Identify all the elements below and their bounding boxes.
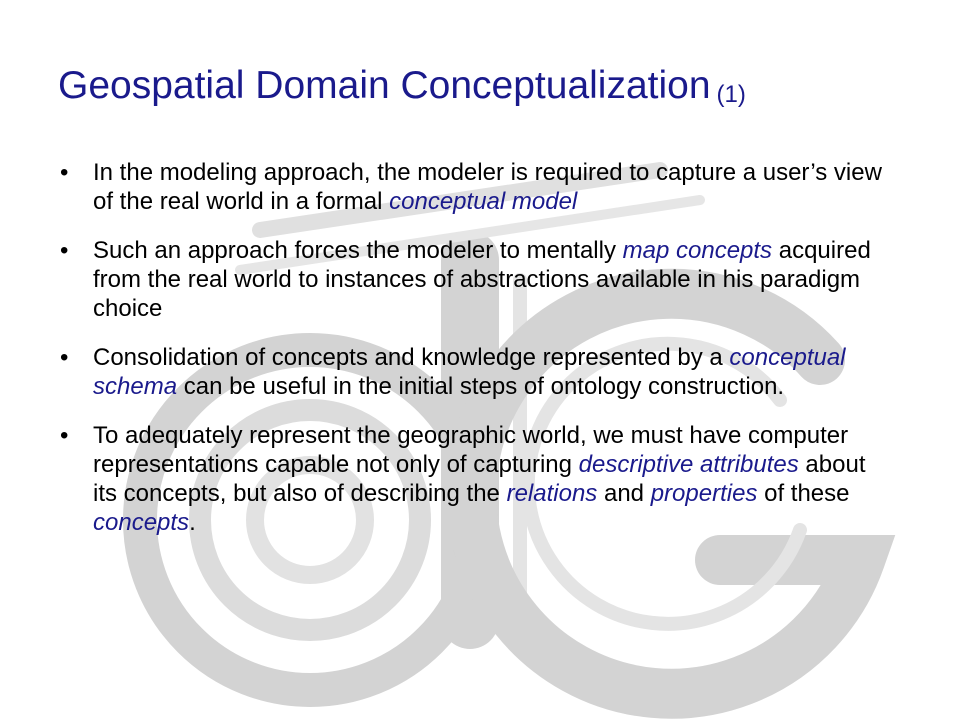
emphasized-text: concepts [93,509,190,536]
bullet-text: acquired from the real world to instances of abstractions available in his paradigm choice [93,237,871,322]
bullet-text: To adequately represent the geographic world, we must have computer representations capable not only of capturing [93,422,849,478]
bullet-item [58,158,888,216]
bullet-text: can be useful in the initial steps of ontology construction. [177,373,785,400]
bullet-item [58,343,888,401]
bullet-item [58,421,888,537]
title-text: Geospatial Domain Conceptualization [58,64,711,107]
bullet-list [58,158,888,557]
bullet-text: about its concepts, but also of describing the [93,451,866,507]
bullet-text: Consolidation of concepts and knowledge represented by a [93,344,730,371]
page-title [58,62,938,119]
emphasized-text: conceptual model [389,188,578,215]
emphasized-text: conceptual schema [93,344,846,400]
title-number: (1) [716,81,746,108]
bullet-text: . [189,509,196,536]
bullet-text: and [597,480,651,507]
bullet-item [58,236,888,323]
emphasized-text: relations [506,480,598,507]
emphasized-text: descriptive attributes [578,451,799,478]
bullet-text: Such an approach forces the modeler to mentally [93,237,623,264]
bullet-text: of these [757,480,850,507]
emphasized-text: map concepts [622,237,773,264]
emphasized-text: properties [650,480,758,507]
bullet-text: In the modeling approach, the modeler is required to capture a user’s view of the real world in a formal [93,159,882,215]
